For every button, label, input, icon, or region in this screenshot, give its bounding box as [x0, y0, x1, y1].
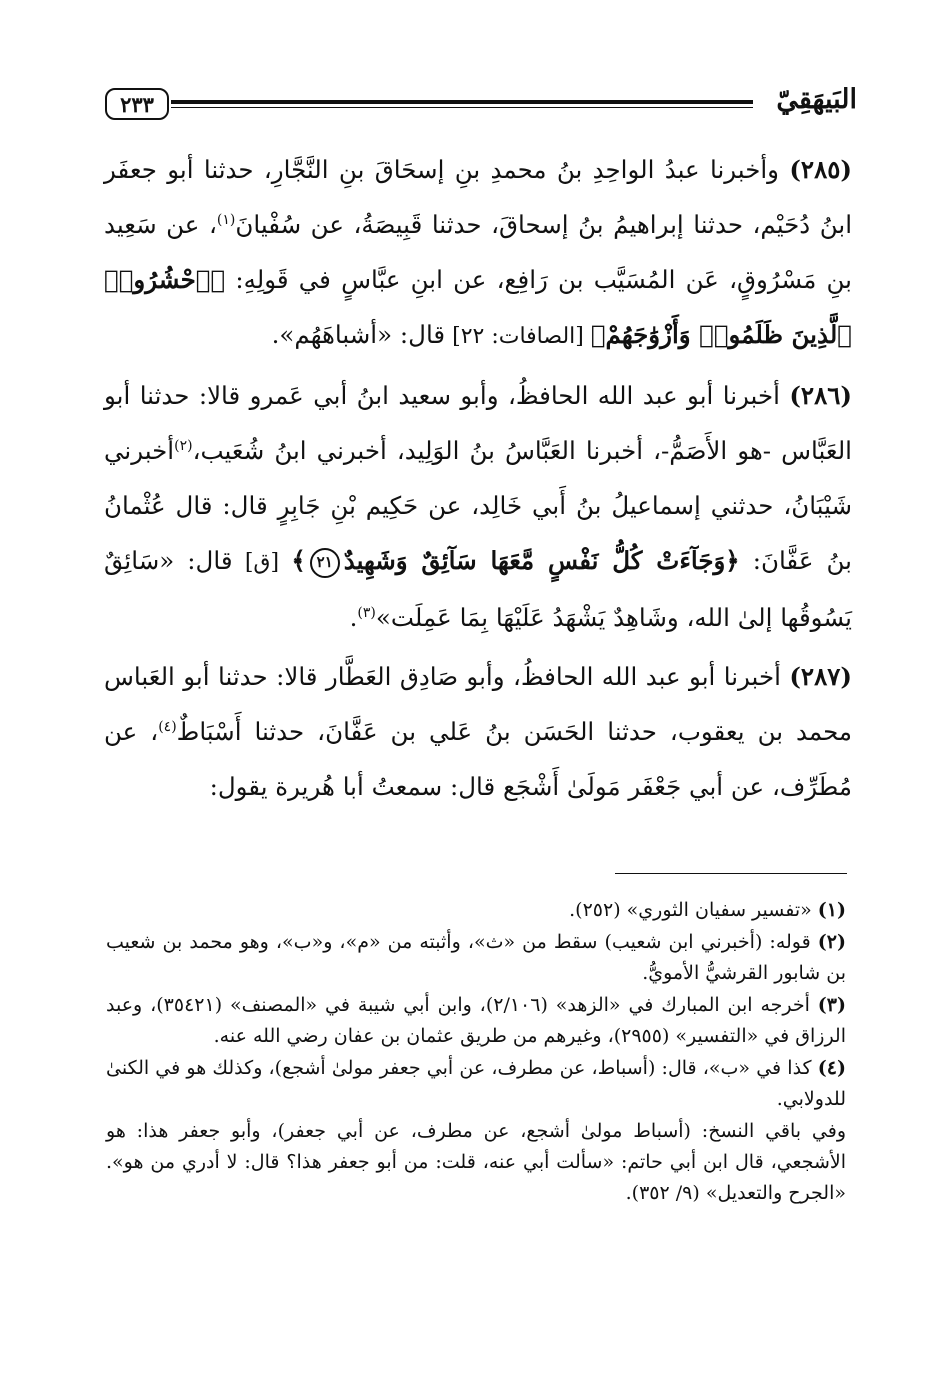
footnote-marker-1[interactable]: (١) [216, 212, 236, 228]
footnote-label: (٢) [817, 931, 846, 953]
quran-verse: ﴿وَجَآءَتْ كُلُّ نَفْسٍ مَّعَهَا سَآئِقٌ وَشَهِيدٌ [343, 546, 740, 575]
isnad-text: ، عن مُطَرِّف، عن أبي جَعْفَر مَولَىٰ أَشْجَع قال: سمعتُ أبا هُريرة يقول: [104, 717, 852, 801]
verse-reference: [ق] [232, 550, 292, 575]
footnote-2 [106, 927, 846, 989]
isnad-text: وأخبرنا عبدُ الواحِدِ بنُ محمدِ بنِ إسحَاقَ بنِ النَّجَّارِ، حدثنا أبو جعفَر ابنُ دُحَيْم، حدثنا إبراهيمُ بنُ إسحاقَ، حدثنا قَبِيصَةُ، عن سُفْيانَ [104, 155, 852, 239]
matn-text: قال: «أشباهَهُم». [271, 320, 446, 349]
matn-text-end: . [349, 603, 358, 632]
footnote-label: (١) [817, 899, 846, 921]
hadith-number: (٢٨٦) [789, 381, 852, 410]
quran-verse: ﴿ٱحْشُرُوا۟ ٱلَّذِينَ ظَلَمُوا۟ وَأَزْوَٰجَهُمْ﴾ [104, 265, 852, 349]
footnote-divider [615, 873, 847, 874]
footnote-4-continued [106, 1116, 846, 1209]
footnote-label: (٤) [817, 1057, 846, 1079]
running-title: البَيهَقِيّ [776, 84, 857, 115]
footnote-text: «تفسير سفيان الثوري» (٢٥٢). [569, 899, 818, 921]
header-rule-thin [171, 107, 753, 108]
footnote-text: أخرجه ابن المبارك في «الزهد» (٢/١٠٦)، وابن أبي شيبة في «المصنف» (٣٥٤٢١)، وعبد الرزاق في «التفسير» (٢٩٥٥)، وغيرهم من طريق عثمان بن عفان رضي الله عنه. [106, 994, 846, 1047]
footnote-marker-4[interactable]: (٤) [158, 719, 177, 735]
quran-bracket-close: ﴾ [291, 546, 306, 575]
footnote-label: (٣) [817, 994, 846, 1016]
isnad-text: ، عن سَعِيد بنِ مَسْرُوقٍ، عَن المُسَيَّب بن رَافِع، عن ابنِ عبَّاسٍ في قَولِهِ: [104, 210, 852, 294]
hadith-286 [104, 368, 852, 645]
hadith-number: (٢٨٥) [789, 155, 852, 184]
matn-text: قال: «سَائِقٌ يَسُوقُها إلىٰ الله، وشَاهِدٌ يَشْهَدُ عَلَيْهَا بِمَا عَمِلَت» [104, 546, 852, 632]
footnote-text: كذا في «ب»، قال: (أسباط، عن مطرف، عن أبي جعفر مولىٰ أشجع)، وكذلك هو في الكنىٰ للدولابي. [106, 1057, 846, 1110]
footnote-3 [106, 990, 846, 1052]
footnote-text: وفي باقي النسخ: (أسباط مولىٰ أشجع، عن مطرف، عن أبي جعفر)، وأبو جعفر هذا: هو الأشجعي، قال ابن أبي حاتم: «سألت أبي عنه، قلت: من أبو جعفر هذا؟ قال: لا أدري من هو». «الجرح والتعديل» (٩/ ٣٥٢). [106, 1120, 846, 1204]
footnote-marker-2[interactable]: (٢) [174, 438, 193, 454]
hadith-285 [104, 142, 852, 364]
footnote-1 [106, 895, 846, 926]
page-number: ٢٣٣ [105, 88, 169, 120]
header-rule [171, 100, 753, 104]
page-header [105, 86, 857, 126]
hadith-number: (٢٨٧) [789, 662, 852, 691]
main-text [104, 142, 852, 818]
footnote-4 [106, 1053, 846, 1115]
hadith-287 [104, 649, 852, 814]
isnad-text: أخبرنا أبو عبد الله الحافظُ، وأبو صَادِق العَطَّار قالا: حدثنا أبو العَباس محمد بن يعقوب، حدثنا الحَسَن بنُ عَلي بن عَفَّانَ، حدثنا أَسْبَاطٌ [104, 662, 853, 746]
footnote-marker-3[interactable]: (٣) [357, 605, 376, 621]
footnotes [106, 895, 846, 1210]
ayah-number-icon: ٢١ [310, 548, 340, 578]
isnad-text: أخبرني شَيْبَانُ، حدثني إسماعيلُ بنُ أَبي خَالِد، عن حَكِيم بْنِ جَابِرٍ قال: قال عُثْمانُ بنُ عَفَّانَ: [104, 436, 852, 575]
verse-reference: [الصافات: ٢٢] [445, 324, 591, 349]
isnad-text: أخبرنا أبو عبد الله الحافظُ، وأبو سعيد ابنُ أبي عَمرو قالا: حدثنا أبو العَبَّاس -هو الأَصَمُّ-، أخبرنا العَبَّاسُ بنُ الوَلِيد، أخبرني ابنُ شُعَيب، [104, 381, 852, 465]
footnote-text: قوله: (أخبرني ابن شعيب) سقط من «ث»، وأثبته من «م»، و«ب»، وهو محمد بن شعيب بن شابور القرشيُّ الأمويُّ. [106, 931, 846, 984]
